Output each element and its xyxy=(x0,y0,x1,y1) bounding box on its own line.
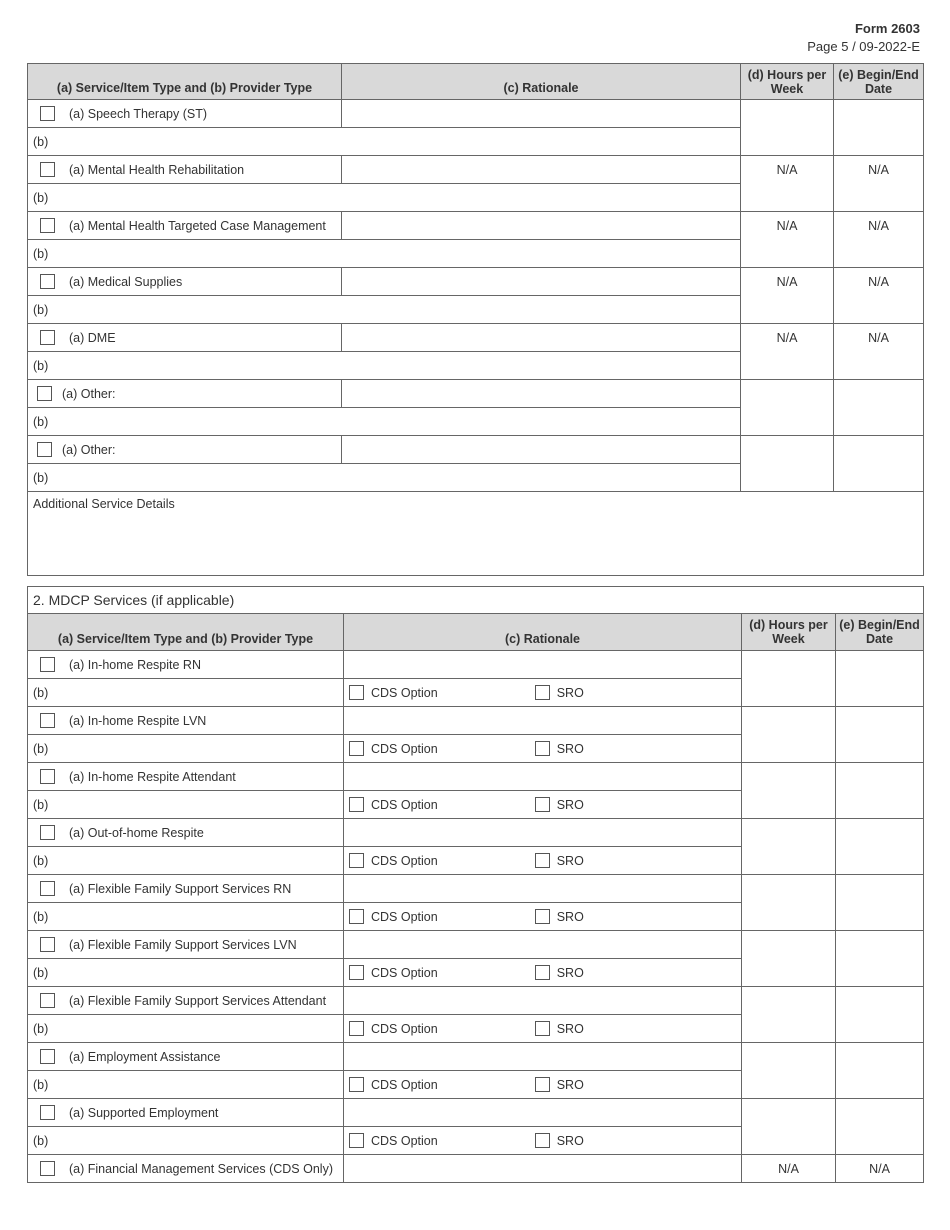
provider-field[interactable]: (b) xyxy=(28,903,344,931)
cds-option-checkbox[interactable] xyxy=(349,1077,364,1092)
dates-value: N/A xyxy=(836,1155,924,1183)
sro-label: SRO xyxy=(556,741,584,756)
rationale-field[interactable] xyxy=(344,763,742,791)
sro-label: SRO xyxy=(556,1077,584,1092)
service-checkbox[interactable] xyxy=(40,937,55,952)
service-label: (a) In-home Respite RN xyxy=(69,657,201,672)
table-row xyxy=(28,324,924,352)
rationale-field[interactable] xyxy=(342,212,741,240)
dates-field[interactable] xyxy=(834,100,924,156)
service-checkbox[interactable] xyxy=(40,330,55,345)
service-label: (a) Medical Supplies xyxy=(69,274,183,289)
sro-label: SRO xyxy=(556,1133,584,1148)
sro-checkbox[interactable] xyxy=(535,853,550,868)
col-header-hours: (d) Hours per Week xyxy=(741,64,834,100)
rationale-field[interactable] xyxy=(344,1043,742,1071)
service-checkbox[interactable] xyxy=(40,1049,55,1064)
service-checkbox[interactable] xyxy=(40,162,55,177)
cds-option-checkbox[interactable] xyxy=(349,685,364,700)
col-header-service: (a) Service/Item Type and (b) Provider Type xyxy=(28,64,342,100)
dates-value: N/A xyxy=(834,156,924,212)
provider-field[interactable]: (b) xyxy=(28,735,344,763)
service-label: (a) Supported Employment xyxy=(69,1105,219,1120)
section-title: 2. MDCP Services (if applicable) xyxy=(28,587,924,614)
hours-field[interactable] xyxy=(742,875,836,931)
table-row xyxy=(28,156,924,184)
sro-checkbox[interactable] xyxy=(535,965,550,980)
hours-field[interactable] xyxy=(741,380,834,436)
service-label: (a) Employment Assistance xyxy=(69,1049,221,1064)
service-checkbox[interactable] xyxy=(40,657,55,672)
col-header-hours: (d) Hours per Week xyxy=(742,614,836,651)
service-checkbox[interactable] xyxy=(40,825,55,840)
cds-option-label: CDS Option xyxy=(371,1077,438,1092)
table-row xyxy=(28,1099,924,1127)
service-label: (a) Speech Therapy (ST) xyxy=(69,106,208,121)
service-label: (a) Flexible Family Support Services LVN xyxy=(69,937,297,952)
service-label: (a) In-home Respite LVN xyxy=(69,713,207,728)
sro-checkbox[interactable] xyxy=(535,1021,550,1036)
hours-field[interactable] xyxy=(742,819,836,875)
provider-field[interactable]: (b) xyxy=(28,791,344,819)
form-header xyxy=(807,20,920,56)
provider-field[interactable]: (b) xyxy=(28,184,741,212)
other-label: (a) Other: xyxy=(62,386,116,401)
sro-label: SRO xyxy=(556,797,584,812)
table-row xyxy=(28,268,924,296)
service-checkbox[interactable] xyxy=(40,993,55,1008)
other-label: (a) Other: xyxy=(62,442,116,457)
cds-option-label: CDS Option xyxy=(371,1021,438,1036)
dates-value: N/A xyxy=(834,268,924,324)
cds-option-checkbox[interactable] xyxy=(349,965,364,980)
table-row xyxy=(28,651,924,679)
table-header-row xyxy=(28,614,924,651)
table-row xyxy=(28,931,924,959)
sro-label: SRO xyxy=(556,685,584,700)
sro-label: SRO xyxy=(556,909,584,924)
table-row xyxy=(28,707,924,735)
services-table xyxy=(27,63,924,576)
rationale-field[interactable] xyxy=(342,380,741,408)
provider-field[interactable]: (b) xyxy=(28,464,741,492)
sro-checkbox[interactable] xyxy=(535,909,550,924)
col-header-rationale: (c) Rationale xyxy=(344,614,742,651)
hours-field[interactable] xyxy=(742,1099,836,1155)
dates-field[interactable] xyxy=(836,1099,924,1155)
service-label: (a) DME xyxy=(69,330,116,345)
table-row xyxy=(28,1043,924,1071)
rationale-field[interactable] xyxy=(344,1155,742,1183)
hours-field[interactable] xyxy=(741,436,834,492)
hours-field[interactable] xyxy=(742,763,836,819)
col-header-rationale: (c) Rationale xyxy=(342,64,741,100)
provider-field[interactable]: (b) xyxy=(28,352,741,380)
rationale-field[interactable] xyxy=(344,931,742,959)
service-checkbox[interactable] xyxy=(40,1161,55,1176)
table-row xyxy=(28,1155,924,1183)
hours-field[interactable] xyxy=(742,651,836,707)
cds-option-label: CDS Option xyxy=(371,741,438,756)
dates-field[interactable] xyxy=(836,875,924,931)
rationale-field[interactable] xyxy=(344,707,742,735)
service-checkbox[interactable] xyxy=(40,881,55,896)
hours-field[interactable] xyxy=(742,1043,836,1099)
provider-field[interactable]: (b) xyxy=(28,1015,344,1043)
table-header-row xyxy=(28,64,924,100)
dates-field[interactable] xyxy=(836,987,924,1043)
service-label: (a) Financial Management Services (CDS Only) xyxy=(69,1161,333,1176)
dates-field[interactable] xyxy=(836,1043,924,1099)
table-row xyxy=(28,987,924,1015)
sro-label: SRO xyxy=(556,1021,584,1036)
service-checkbox[interactable] xyxy=(40,218,55,233)
service-checkbox[interactable] xyxy=(40,274,55,289)
service-label: (a) Mental Health Rehabilitation xyxy=(69,162,245,177)
provider-field[interactable]: (b) xyxy=(28,1071,344,1099)
sro-label: SRO xyxy=(556,853,584,868)
table-row xyxy=(28,212,924,240)
rationale-field[interactable] xyxy=(342,156,741,184)
dates-field[interactable] xyxy=(836,707,924,763)
rationale-field[interactable] xyxy=(344,819,742,847)
sro-checkbox[interactable] xyxy=(535,685,550,700)
hours-field[interactable] xyxy=(741,100,834,156)
sro-checkbox[interactable] xyxy=(535,741,550,756)
provider-field[interactable]: (b) xyxy=(28,296,741,324)
sro-label: SRO xyxy=(556,965,584,980)
service-label: (a) Flexible Family Support Services RN xyxy=(69,881,292,896)
hours-value: N/A xyxy=(741,268,834,324)
page-number: Page 5 / 09-2022-E xyxy=(807,39,920,54)
cds-option-label: CDS Option xyxy=(371,797,438,812)
table-row xyxy=(28,436,924,464)
sro-checkbox[interactable] xyxy=(535,1133,550,1148)
rationale-field[interactable] xyxy=(342,268,741,296)
col-header-dates: (e) Begin/End Date xyxy=(834,64,924,100)
dates-field[interactable] xyxy=(836,819,924,875)
rationale-field[interactable] xyxy=(342,100,741,128)
sro-checkbox[interactable] xyxy=(535,797,550,812)
cds-option-checkbox[interactable] xyxy=(349,1021,364,1036)
cds-option-checkbox[interactable] xyxy=(349,853,364,868)
cds-option-label: CDS Option xyxy=(371,853,438,868)
additional-service-details[interactable]: Additional Service Details xyxy=(28,492,924,576)
rationale-field[interactable] xyxy=(344,987,742,1015)
table-row xyxy=(28,819,924,847)
service-checkbox[interactable] xyxy=(40,106,55,121)
col-header-service: (a) Service/Item Type and (b) Provider Type xyxy=(28,614,344,651)
rationale-field[interactable] xyxy=(342,324,741,352)
rationale-field[interactable] xyxy=(344,651,742,679)
cds-option-label: CDS Option xyxy=(371,965,438,980)
table-row xyxy=(28,763,924,791)
provider-field[interactable]: (b) xyxy=(28,408,741,436)
service-checkbox[interactable] xyxy=(37,386,52,401)
dates-field[interactable] xyxy=(834,436,924,492)
cds-option-label: CDS Option xyxy=(371,909,438,924)
service-checkbox[interactable] xyxy=(40,713,55,728)
cds-option-label: CDS Option xyxy=(371,685,438,700)
table-row xyxy=(28,380,924,408)
service-label: (a) Out-of-home Respite xyxy=(69,825,204,840)
rationale-field[interactable] xyxy=(344,875,742,903)
hours-value: N/A xyxy=(741,212,834,268)
provider-field[interactable]: (b) xyxy=(28,128,741,156)
hours-value: N/A xyxy=(741,156,834,212)
service-checkbox[interactable] xyxy=(40,1105,55,1120)
provider-field[interactable]: (b) xyxy=(28,1127,344,1155)
hours-field[interactable] xyxy=(742,707,836,763)
col-header-dates: (e) Begin/End Date xyxy=(836,614,924,651)
dates-field[interactable] xyxy=(836,651,924,707)
dates-field[interactable] xyxy=(834,380,924,436)
service-label: (a) Flexible Family Support Services Attendant xyxy=(69,993,327,1008)
rationale-field[interactable] xyxy=(344,1099,742,1127)
rationale-field[interactable] xyxy=(342,436,741,464)
cds-option-checkbox[interactable] xyxy=(349,741,364,756)
cds-option-checkbox[interactable] xyxy=(349,797,364,812)
sro-checkbox[interactable] xyxy=(535,1077,550,1092)
service-label: (a) In-home Respite Attendant xyxy=(69,769,236,784)
dates-value: N/A xyxy=(834,324,924,380)
dates-field[interactable] xyxy=(836,763,924,819)
mdcp-services-table xyxy=(27,586,924,1183)
table-row xyxy=(28,100,924,128)
provider-field[interactable]: (b) xyxy=(28,959,344,987)
hours-field[interactable] xyxy=(742,987,836,1043)
service-label: (a) Mental Health Targeted Case Management xyxy=(69,218,326,233)
provider-field[interactable]: (b) xyxy=(28,847,344,875)
service-checkbox[interactable] xyxy=(37,442,52,457)
service-checkbox[interactable] xyxy=(40,769,55,784)
cds-option-label: CDS Option xyxy=(371,1133,438,1148)
cds-option-checkbox[interactable] xyxy=(349,909,364,924)
cds-option-checkbox[interactable] xyxy=(349,1133,364,1148)
hours-field[interactable] xyxy=(742,931,836,987)
provider-field[interactable]: (b) xyxy=(28,679,344,707)
hours-value: N/A xyxy=(742,1155,836,1183)
dates-value: N/A xyxy=(834,212,924,268)
table-row xyxy=(28,875,924,903)
form-number: Form 2603 xyxy=(854,21,920,36)
hours-value: N/A xyxy=(741,324,834,380)
dates-field[interactable] xyxy=(836,931,924,987)
provider-field[interactable]: (b) xyxy=(28,240,741,268)
